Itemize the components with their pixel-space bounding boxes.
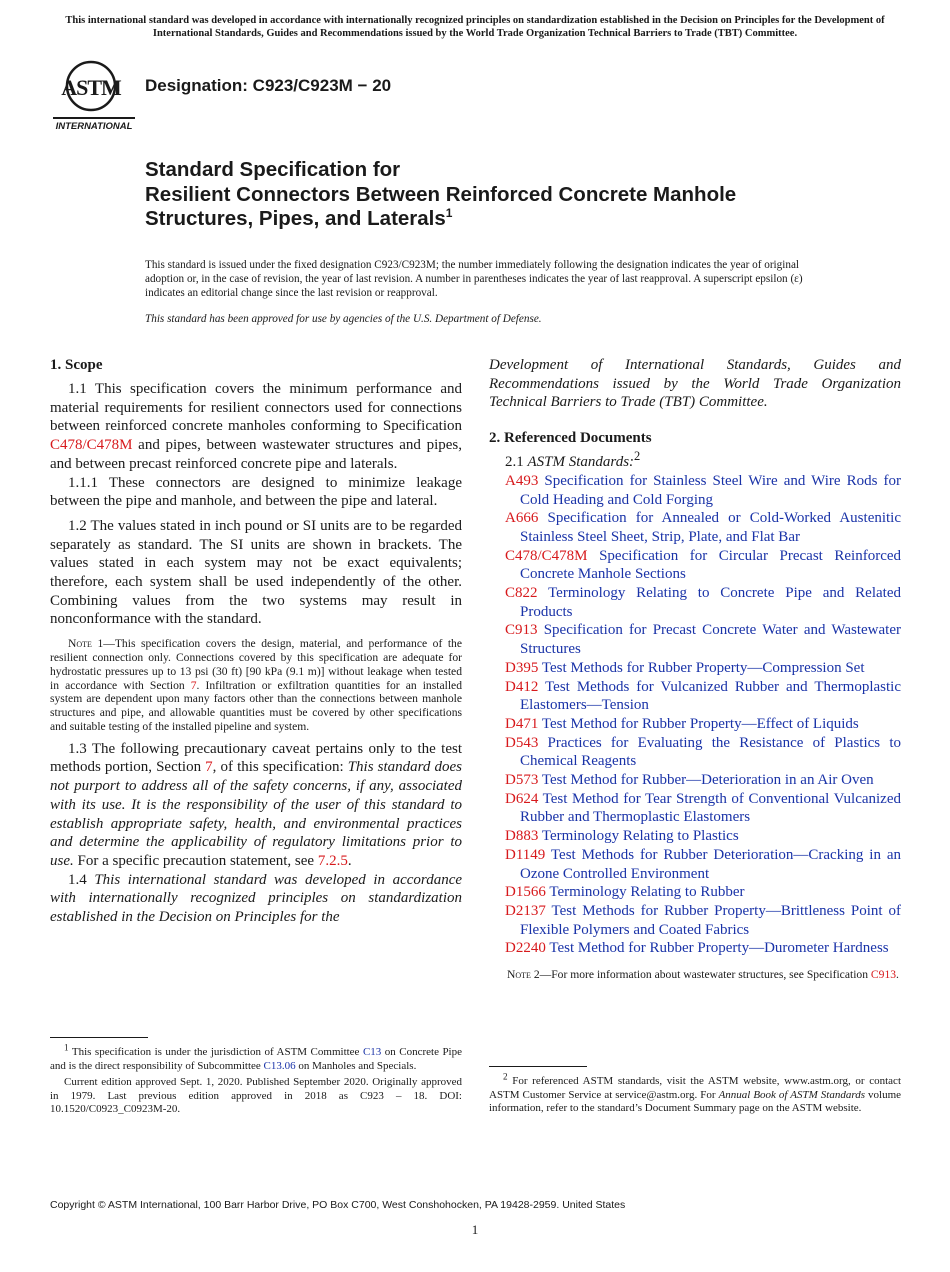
logo-letters: ASTM	[61, 75, 121, 100]
note-1: Note 1—This specification covers the design, material, and performance of the resilient connection only. Connections covered by this specification are adequate for hydrostatic pressures up to 13 psi (30 ft) [90 kPa (9.1 m)] without leakage when tested in accordance with Section 7. Infiltration or exfiltration quantities for an installed system are dependent upon many factors other than the connections between manhole structures and pipe, and allowable quantities must be covered by other specifications and suitable testing of the installed pipeline and system.	[50, 637, 462, 733]
reference-title-link[interactable]: Test Methods for Rubber Property—Brittleness Point of Flexible Polymers and Coated Fabrics	[520, 902, 902, 938]
reference-item	[489, 883, 901, 902]
para-1-2: 1.2 The values stated in inch pound or SI units are to be regarded separately as standard. The SI units are shown in brackets. The values stated in each system may not be exact equivalents; therefore, each system shall be used independently of the other. Combining values from the two systems may result in nonconformance with the standard.	[50, 517, 462, 628]
reference-item	[489, 827, 901, 846]
reference-code-link[interactable]: D412	[505, 678, 539, 695]
reference-code-link[interactable]: D543	[505, 734, 539, 751]
reference-title-link[interactable]: Practices for Evaluating the Resistance of Plastics to Chemical Reagents	[520, 734, 901, 770]
reference-code-link[interactable]: D2240	[505, 940, 546, 957]
title-line-3: Structures, Pipes, and Laterals	[145, 207, 446, 230]
reference-title-link[interactable]: Terminology Relating to Rubber	[549, 884, 745, 901]
page-number: 1	[471, 1222, 479, 1237]
reference-title-link[interactable]: Test Methods for Rubber Deterioration—Cracking in an Ozone Controlled Environment	[520, 846, 902, 882]
title-line-1: Standard Specification for	[145, 158, 401, 181]
link-7-2-5[interactable]: 7.2.5	[317, 852, 348, 869]
scope-heading: 1. Scope	[50, 357, 103, 373]
reference-item	[489, 715, 901, 734]
reference-code-link[interactable]: D1566	[505, 884, 546, 901]
dod-approval-note: This standard has been approved for use by agencies of the U.S. Department of Defense.	[145, 313, 542, 325]
para-1-1-1: 1.1.1 These connectors are designed to minimize leakage between the pipe and manhole, and between the pipe and lateral.	[50, 474, 462, 510]
issuance-note: This standard is issued under the fixed designation C923/C923M; the number immediately following the designation indicates the year of original adoption or, in the case of revision, the year of last revision. A number in parentheses indicates the year of last reapproval. A superscript epsilon (ε) indicates an editorial change since the last revision or reapproval.	[145, 259, 803, 300]
reference-item	[489, 472, 901, 509]
reference-code-link[interactable]: C478/C478M	[505, 547, 588, 564]
refs-heading: 2. Referenced Documents	[489, 430, 652, 447]
para-1-4: 1.4 This international standard was developed in accordance with internationally recognized principles on standardization established in the Decision on Principles for the	[50, 871, 463, 926]
astm-standards-subheading: 2.1 ASTM Standards:$^2$	[505, 449, 641, 471]
reference-title-link[interactable]: Specification for Annealed or Cold-Worked Austenitic Stainless Steel Sheet, Strip, Plate, and Flat Bar	[520, 510, 902, 545]
reference-code-link[interactable]: C913	[505, 622, 538, 639]
reference-code-link[interactable]: D573	[505, 772, 539, 789]
footnote-1: $^1$ This specification is under the jurisdiction of ASTM Committee C13 on Concrete Pipe and is the direct responsibility of Subcommittee C13.06 on Manholes and Specials. Current edition approved Sept. 1, 2020. Published September 2020. Originally approved in 1979. Last previous edition approved in 2018 as C923 – 18. DOI: 10.1520/C0923_C0923M-20.	[50, 1042, 463, 1116]
link-subcommittee-c13-06[interactable]: C13.06	[263, 1059, 296, 1072]
reference-title-link[interactable]: Test Methods for Rubber Property—Compression Set	[541, 659, 865, 676]
reference-item	[489, 790, 901, 827]
reference-title-link[interactable]: Specification for Stainless Steel Wire and Wire Rods for Cold Heading and Cold Forging	[520, 472, 901, 508]
link-section-7b[interactable]: 7	[205, 759, 213, 776]
reference-item	[489, 734, 901, 771]
reference-item	[489, 659, 901, 678]
reference-title-link[interactable]: Test Method for Rubber Property—Effect of Liquids	[541, 715, 859, 732]
designation: Designation: C923/C923M − 20	[145, 76, 392, 95]
reference-code-link[interactable]: A493	[505, 472, 539, 489]
reference-title-link[interactable]: Test Method for Rubber Property—Durometer Hardness	[549, 940, 889, 957]
reference-code-link[interactable]: D2137	[505, 902, 546, 919]
reference-item	[489, 584, 901, 621]
reference-title-link[interactable]: Specification for Precast Concrete Water and Wastewater Structures	[520, 622, 901, 658]
footnote-rule-left	[50, 1037, 148, 1038]
left-column	[50, 356, 462, 927]
reference-list	[489, 472, 901, 958]
reference-title-link[interactable]: Test Methods for Vulcanized Rubber and Thermoplastic Elastomers—Tension	[520, 678, 902, 714]
reference-code-link[interactable]: D471	[505, 715, 539, 732]
note-2: Note 2—For more information about wastewater structures, see Specification C913.	[507, 968, 899, 982]
reference-title-link[interactable]: Terminology Relating to Concrete Pipe and Related Products	[520, 585, 901, 620]
para-1-4-continued: Development of International Standards, Guides and Recommendations issued by the World Trade Organization Technical Barriers to Trade (TBT) Committee.	[489, 357, 901, 411]
reference-code-link[interactable]: D1149	[505, 846, 546, 863]
reference-item	[489, 509, 901, 546]
reference-title-link[interactable]: Terminology Relating to Plastics	[541, 828, 739, 845]
link-section-7[interactable]: 7	[190, 678, 197, 692]
reference-item	[489, 939, 901, 958]
reference-item	[489, 678, 901, 715]
astm-logo-icon	[53, 56, 135, 132]
reference-item	[489, 547, 901, 584]
link-c913-note[interactable]: C913	[870, 968, 897, 982]
right-column	[489, 356, 901, 988]
link-committee-c13[interactable]: C13	[362, 1046, 382, 1058]
reference-code-link[interactable]: D624	[505, 790, 539, 807]
reference-item	[489, 621, 901, 658]
reference-item	[489, 902, 901, 939]
reference-title-link[interactable]: Specification for Circular Precast Reinforced Concrete Manhole Sections	[520, 547, 902, 583]
reference-title-link[interactable]: Test Method for Tear Strength of Conventional Vulcanized Rubber and Thermoplastic Elastomers	[520, 790, 901, 826]
reference-item	[489, 846, 901, 883]
edition-note: Current edition approved Sept. 1, 2020. Published September 2020. Originally approved in 1979. Last previous edition approved in 2018 as C923 – 18. DOI: 10.1520/C0923_C0923M-20.	[50, 1076, 462, 1116]
logo-word: INTERNATIONAL	[55, 121, 133, 132]
document-title	[145, 158, 845, 232]
reference-code-link[interactable]: A666	[505, 510, 539, 527]
copyright-line: Copyright © ASTM International, 100 Barr Harbor Drive, PO Box C700, West Conshohocken, PA 19428-2959. United States	[50, 1199, 626, 1211]
footnote-rule-right	[489, 1066, 587, 1067]
tbt-banner: This international standard was developed in accordance with internationally recognized principles on standardization established in the Decision on Principles for the Development of International Standards, Guides and Recommendations issued by the World Trade Organization Technical Barriers to Trade (TBT) Committee.	[65, 15, 885, 39]
para-1-1: 1.1 This specification covers the minimum performance and material requirements for resilient connectors used for connections between reinforced concrete manholes conforming to Specification C478/C478M and pipes, between wastewater structures and pipes, and between precast reinforced concrete pipe and laterals.	[50, 381, 462, 472]
footnote-2: $^2$ For referenced ASTM standards, visit the ASTM website, www.astm.org, or contact ASTM Customer Service at service@astm.org. For Annual Book of ASTM Standards volume information, refer to the standard’s Document Summary page on the ASTM website.	[489, 1071, 902, 1115]
reference-title-link[interactable]: Test Method for Rubber—Deterioration in an Air Oven	[541, 772, 874, 789]
reference-code-link[interactable]: C822	[505, 585, 538, 602]
reference-code-link[interactable]: D883	[505, 828, 539, 845]
reference-code-link[interactable]: D395	[505, 659, 539, 676]
link-c478[interactable]: C478/C478M	[50, 437, 133, 454]
title-line-2: Resilient Connectors Between Reinforced Concrete Manhole	[145, 182, 737, 206]
title-footnote-mark: 1	[445, 206, 453, 221]
para-1-3: 1.3 The following precautionary caveat pertains only to the test methods portion, Section 7, of this specification: This standard does not purport to address all of the safety concerns, if any, associated with its use. It is the responsibility of the user of this standard to establish appropriate safety, health, and environmental practices and determine the applicability of regulatory limitations prior to use. For a specific precaution statement, see 7.2.5.	[50, 740, 462, 869]
reference-item	[489, 771, 901, 790]
